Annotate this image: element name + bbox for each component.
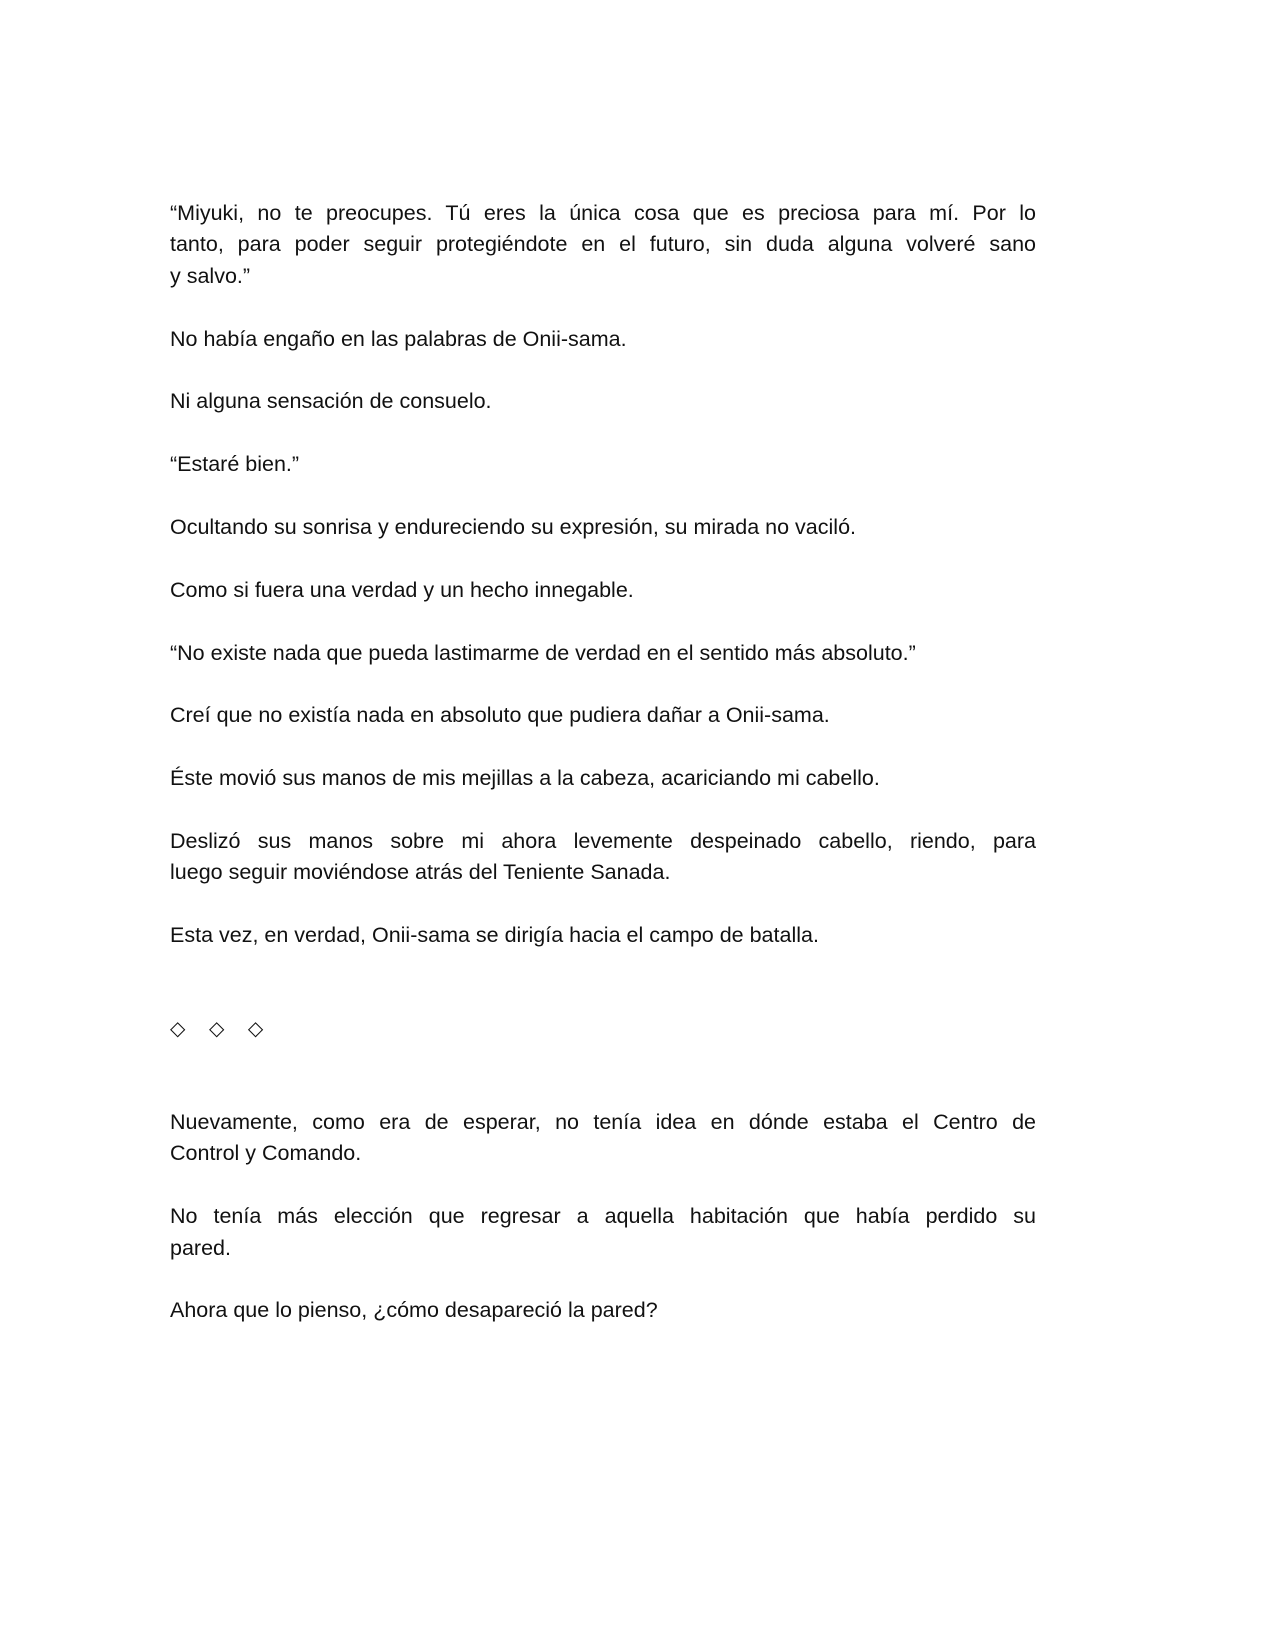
paragraph (170, 763, 1036, 794)
text-line: Creí que no existía nada en absoluto que pudiera dañar a Onii-sama. (170, 703, 830, 728)
text-section-before (170, 198, 1036, 952)
paragraph (170, 324, 1036, 355)
text-line: Deslizó sus manos sobre mi ahora levemente despeinado cabello, riendo, para (170, 828, 1036, 853)
text-line: Control y Comando. (170, 1141, 362, 1166)
paragraph (170, 638, 1036, 669)
paragraph (170, 920, 1036, 951)
paragraph (170, 1107, 1036, 1170)
text-line: Nuevamente, como era de esperar, no tenía idea en dónde estaba el Centro de (170, 1110, 1036, 1134)
paragraph (170, 449, 1036, 480)
paragraph (170, 1295, 1036, 1326)
paragraph (170, 198, 1036, 292)
text-line: Ahora que lo pienso, ¿cómo desapareció la pared? (170, 1298, 658, 1323)
text-line: tanto, para poder seguir protegiéndote en el futuro, sin duda alguna volveré sano (170, 232, 1036, 257)
text-line: No había engaño en las palabras de Onii-sama. (170, 326, 627, 351)
paragraph (170, 826, 1036, 889)
paragraph (170, 386, 1036, 417)
text-line: Ocultando su sonrisa y endureciendo su expresión, su mirada no vaciló. (170, 515, 856, 539)
text-line: Éste movió sus manos de mis mejillas a la cabeza, acariciando mi cabello. (170, 766, 880, 791)
text-section-after (170, 1107, 1036, 1327)
text-line: luego seguir moviéndose atrás del Teniente Sanada. (170, 860, 671, 885)
paragraph (170, 700, 1036, 731)
text-line: Ni alguna sensación de consuelo. (170, 389, 492, 414)
text-line: “Miyuki, no te preocupes. Tú eres la única cosa que es preciosa para mí. Por lo (170, 201, 1036, 225)
text-line: y salvo.” (170, 263, 251, 288)
text-line: “No existe nada que pueda lastimarme de verdad en el sentido más absoluto.” (170, 640, 916, 665)
text-line: Como si fuera una verdad y un hecho innegable. (170, 577, 634, 602)
text-line: pared. (170, 1235, 231, 1260)
text-line: No tenía más elección que regresar a aquella habitación que había perdido su (170, 1204, 1036, 1229)
text-line: Esta vez, en verdad, Onii-sama se dirigía hacia el campo de batalla. (170, 923, 819, 948)
paragraph (170, 512, 1036, 543)
scene-separator: ◇ ◇ ◇ (170, 1017, 273, 1040)
paragraph (170, 1201, 1036, 1264)
document-page (170, 198, 1036, 1358)
paragraph (170, 575, 1036, 606)
text-line: “Estaré bien.” (170, 452, 300, 477)
